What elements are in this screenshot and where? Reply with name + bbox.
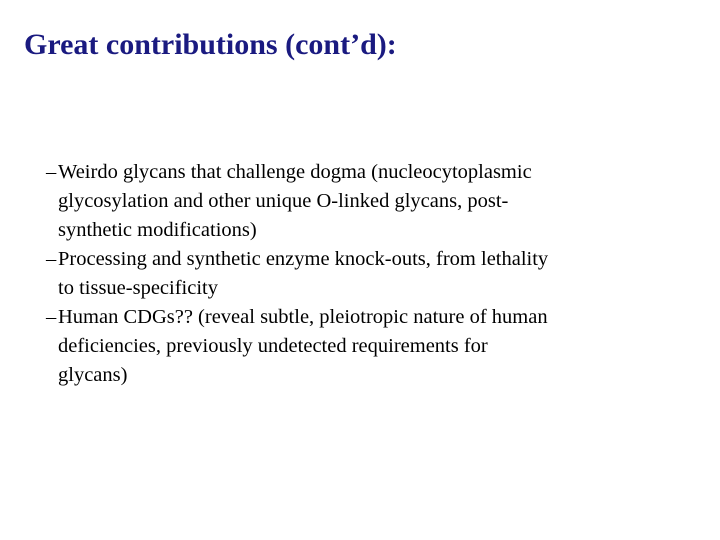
bullet-dash: – [46,306,57,328]
bullet-line: deficiencies, previously undetected requirements for [58,335,488,357]
bullet-line: glycosylation and other unique O-linked glycans, post- [58,190,509,212]
bullet-item-weirdo-glycans [46,158,666,245]
bullet-line: Human CDGs?? (reveal subtle, pleiotropic nature of human [58,306,548,328]
bullet-line: Weirdo glycans that challenge dogma (nucleocytoplasmic [58,161,532,183]
bullet-line: Processing and synthetic enzyme knock-outs, from lethality [58,248,549,270]
bullet-list [46,158,666,390]
bullet-item-human-cdgs [46,303,666,390]
bullet-line: to tissue-specificity [58,277,218,299]
bullet-line: synthetic modifications) [58,219,257,241]
bullet-dash: – [46,161,57,183]
bullet-line: glycans) [58,364,128,386]
bullet-item-enzyme-knockouts [46,245,666,303]
bullet-dash: – [46,248,57,270]
slide-title: Great contributions (cont’d): [24,28,397,61]
